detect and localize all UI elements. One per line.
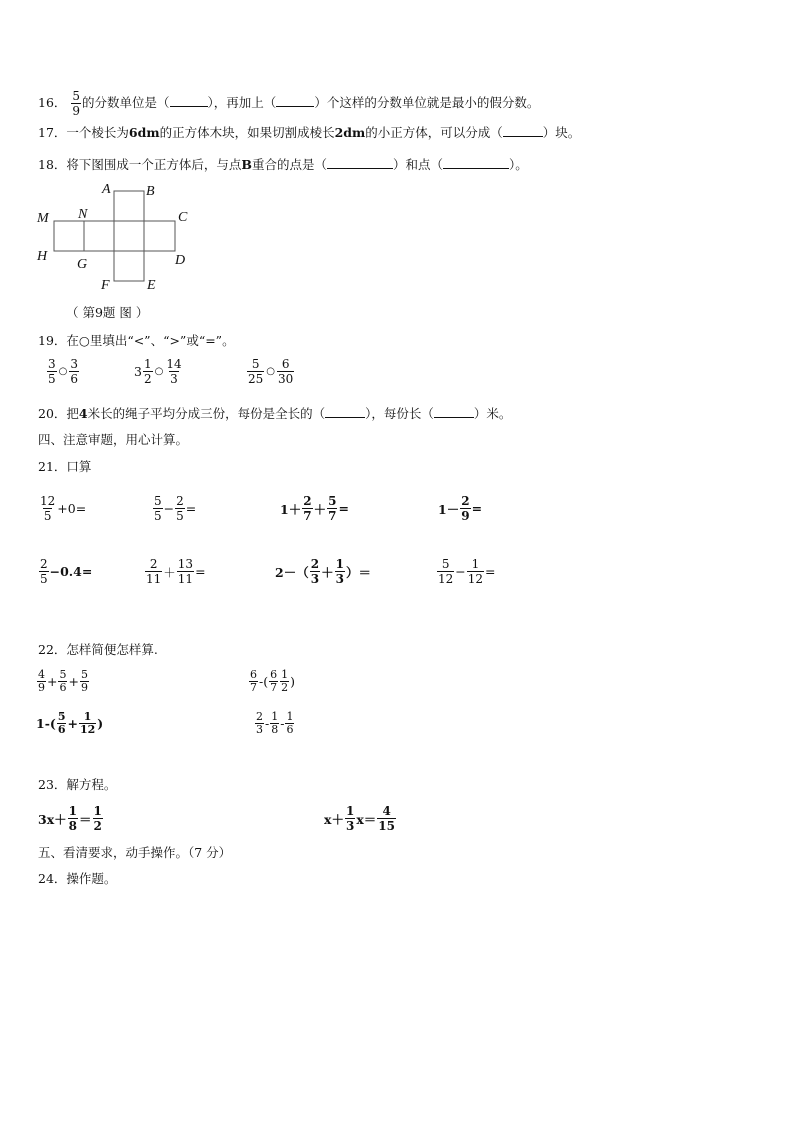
- calc-2: $\frac{5}{5}$ − $\frac{2}{5}$ =: [154, 494, 197, 523]
- label-h: H: [37, 249, 48, 264]
- answer-blank[interactable]: [503, 125, 543, 137]
- equation-2: x＋ $\frac{1}{3}$ x＝ $\frac{4}{15}$: [324, 804, 395, 833]
- calc-6: $\frac{2}{11}$ ＋ $\frac{13}{11}$ =: [146, 557, 206, 586]
- section-5-heading: 五、看清要求，动手操作。（7 分）: [38, 845, 232, 860]
- calc-8: $\frac{5}{12}$ − $\frac{1}{12}$ =: [438, 557, 496, 586]
- answer-blank[interactable]: [434, 406, 474, 418]
- calc-3: 1＋ $\frac{2}{7}$ ＋ $\frac{5}{7}$ =: [280, 494, 349, 523]
- question-20: 20．把4米长的绳子平均分成三份，每份是全长的（ ），每份长（ ）米。: [38, 406, 512, 421]
- cube-net-figure: [30, 180, 210, 300]
- answer-blank[interactable]: [170, 95, 208, 107]
- question-21: 21．口算: [38, 459, 92, 474]
- question-23: 23．解方程。: [38, 777, 117, 792]
- question-16-number: 16．: [38, 95, 67, 110]
- net-face-top: [114, 191, 144, 221]
- calc-7: 2－（ $\frac{2}{3}$ ＋ $\frac{1}{3}$ ）＝: [275, 557, 371, 586]
- label-g: G: [77, 257, 88, 272]
- calc-4: 1－ $\frac{2}{9}$ =: [438, 494, 483, 523]
- calc-5: $\frac{2}{5}$ −0.4=: [40, 557, 93, 586]
- label-e: E: [147, 278, 156, 293]
- fraction-5-9: $\frac{5}{9}$: [72, 89, 81, 118]
- net-face-bottom: [114, 251, 144, 281]
- question-16: 16． $\frac{5}{9}$ 的分数单位是（ ），再加上（ ）个这样的分数单位就是最小的假分数。: [38, 89, 540, 118]
- simplify-1: $\frac{4}{9}$ + $\frac{5}{6}$ + $\frac{5}{9}$: [38, 668, 88, 694]
- label-f: F: [101, 278, 110, 293]
- answer-blank[interactable]: [327, 157, 393, 169]
- net-face-2: [84, 221, 114, 251]
- label-b: B: [146, 184, 155, 199]
- question-18: 18．将下图围成一个正方体后，与点B重合的点是（ ）和点（ ）。: [38, 157, 528, 172]
- compare-item-2: 3 $\frac{1}{2}$ ○ $\frac{14}{3}$: [134, 357, 182, 386]
- answer-blank[interactable]: [276, 95, 314, 107]
- section-4-heading: 四、注意审题，用心计算。: [38, 432, 189, 447]
- question-24: 24．操作题。: [38, 871, 117, 886]
- question-19: 19．在○里填出“<”、“>”或“=”。: [38, 333, 235, 348]
- compare-item-1: $\frac{3}{5}$ ○ $\frac{3}{6}$: [48, 357, 79, 386]
- calc-1: $\frac{12}{5}$ +0=: [40, 494, 87, 523]
- question-17: 17．一个棱长为6dm的正方体木块，如果切割成棱长2dm的小正方体，可以分成（ ）块。: [38, 125, 581, 140]
- label-n: N: [78, 207, 88, 222]
- simplify-2: $\frac{6}{7}$ -( $\frac{6}{7}$ $\frac{1}{2}$ ): [250, 668, 295, 694]
- compare-circle[interactable]: ○: [58, 366, 68, 377]
- equation-1: 3x＋ $\frac{1}{8}$ ＝ $\frac{1}{2}$: [38, 804, 102, 833]
- label-m: M: [37, 211, 49, 226]
- question-22: 22．怎样简便怎样算.: [38, 642, 158, 657]
- label-a: A: [102, 182, 111, 197]
- compare-circle[interactable]: ○: [266, 366, 276, 377]
- answer-blank[interactable]: [325, 406, 365, 418]
- label-d: D: [175, 253, 186, 268]
- net-face-1: [54, 221, 84, 251]
- compare-item-3: $\frac{5}{25}$ ○ $\frac{6}{30}$: [248, 357, 294, 386]
- simplify-3: 1-( $\frac{5}{6}$ + $\frac{1}{12}$ ): [36, 710, 104, 736]
- simplify-4: $\frac{2}{3}$ - $\frac{1}{8}$ - $\frac{1}{6}$: [256, 710, 294, 736]
- answer-blank[interactable]: [443, 157, 509, 169]
- compare-circle[interactable]: ○: [154, 366, 164, 377]
- label-c: C: [178, 210, 188, 225]
- figure-caption: （ 第9题 图 ）: [66, 305, 149, 320]
- net-face-3: [114, 221, 144, 251]
- net-face-4: [144, 221, 175, 251]
